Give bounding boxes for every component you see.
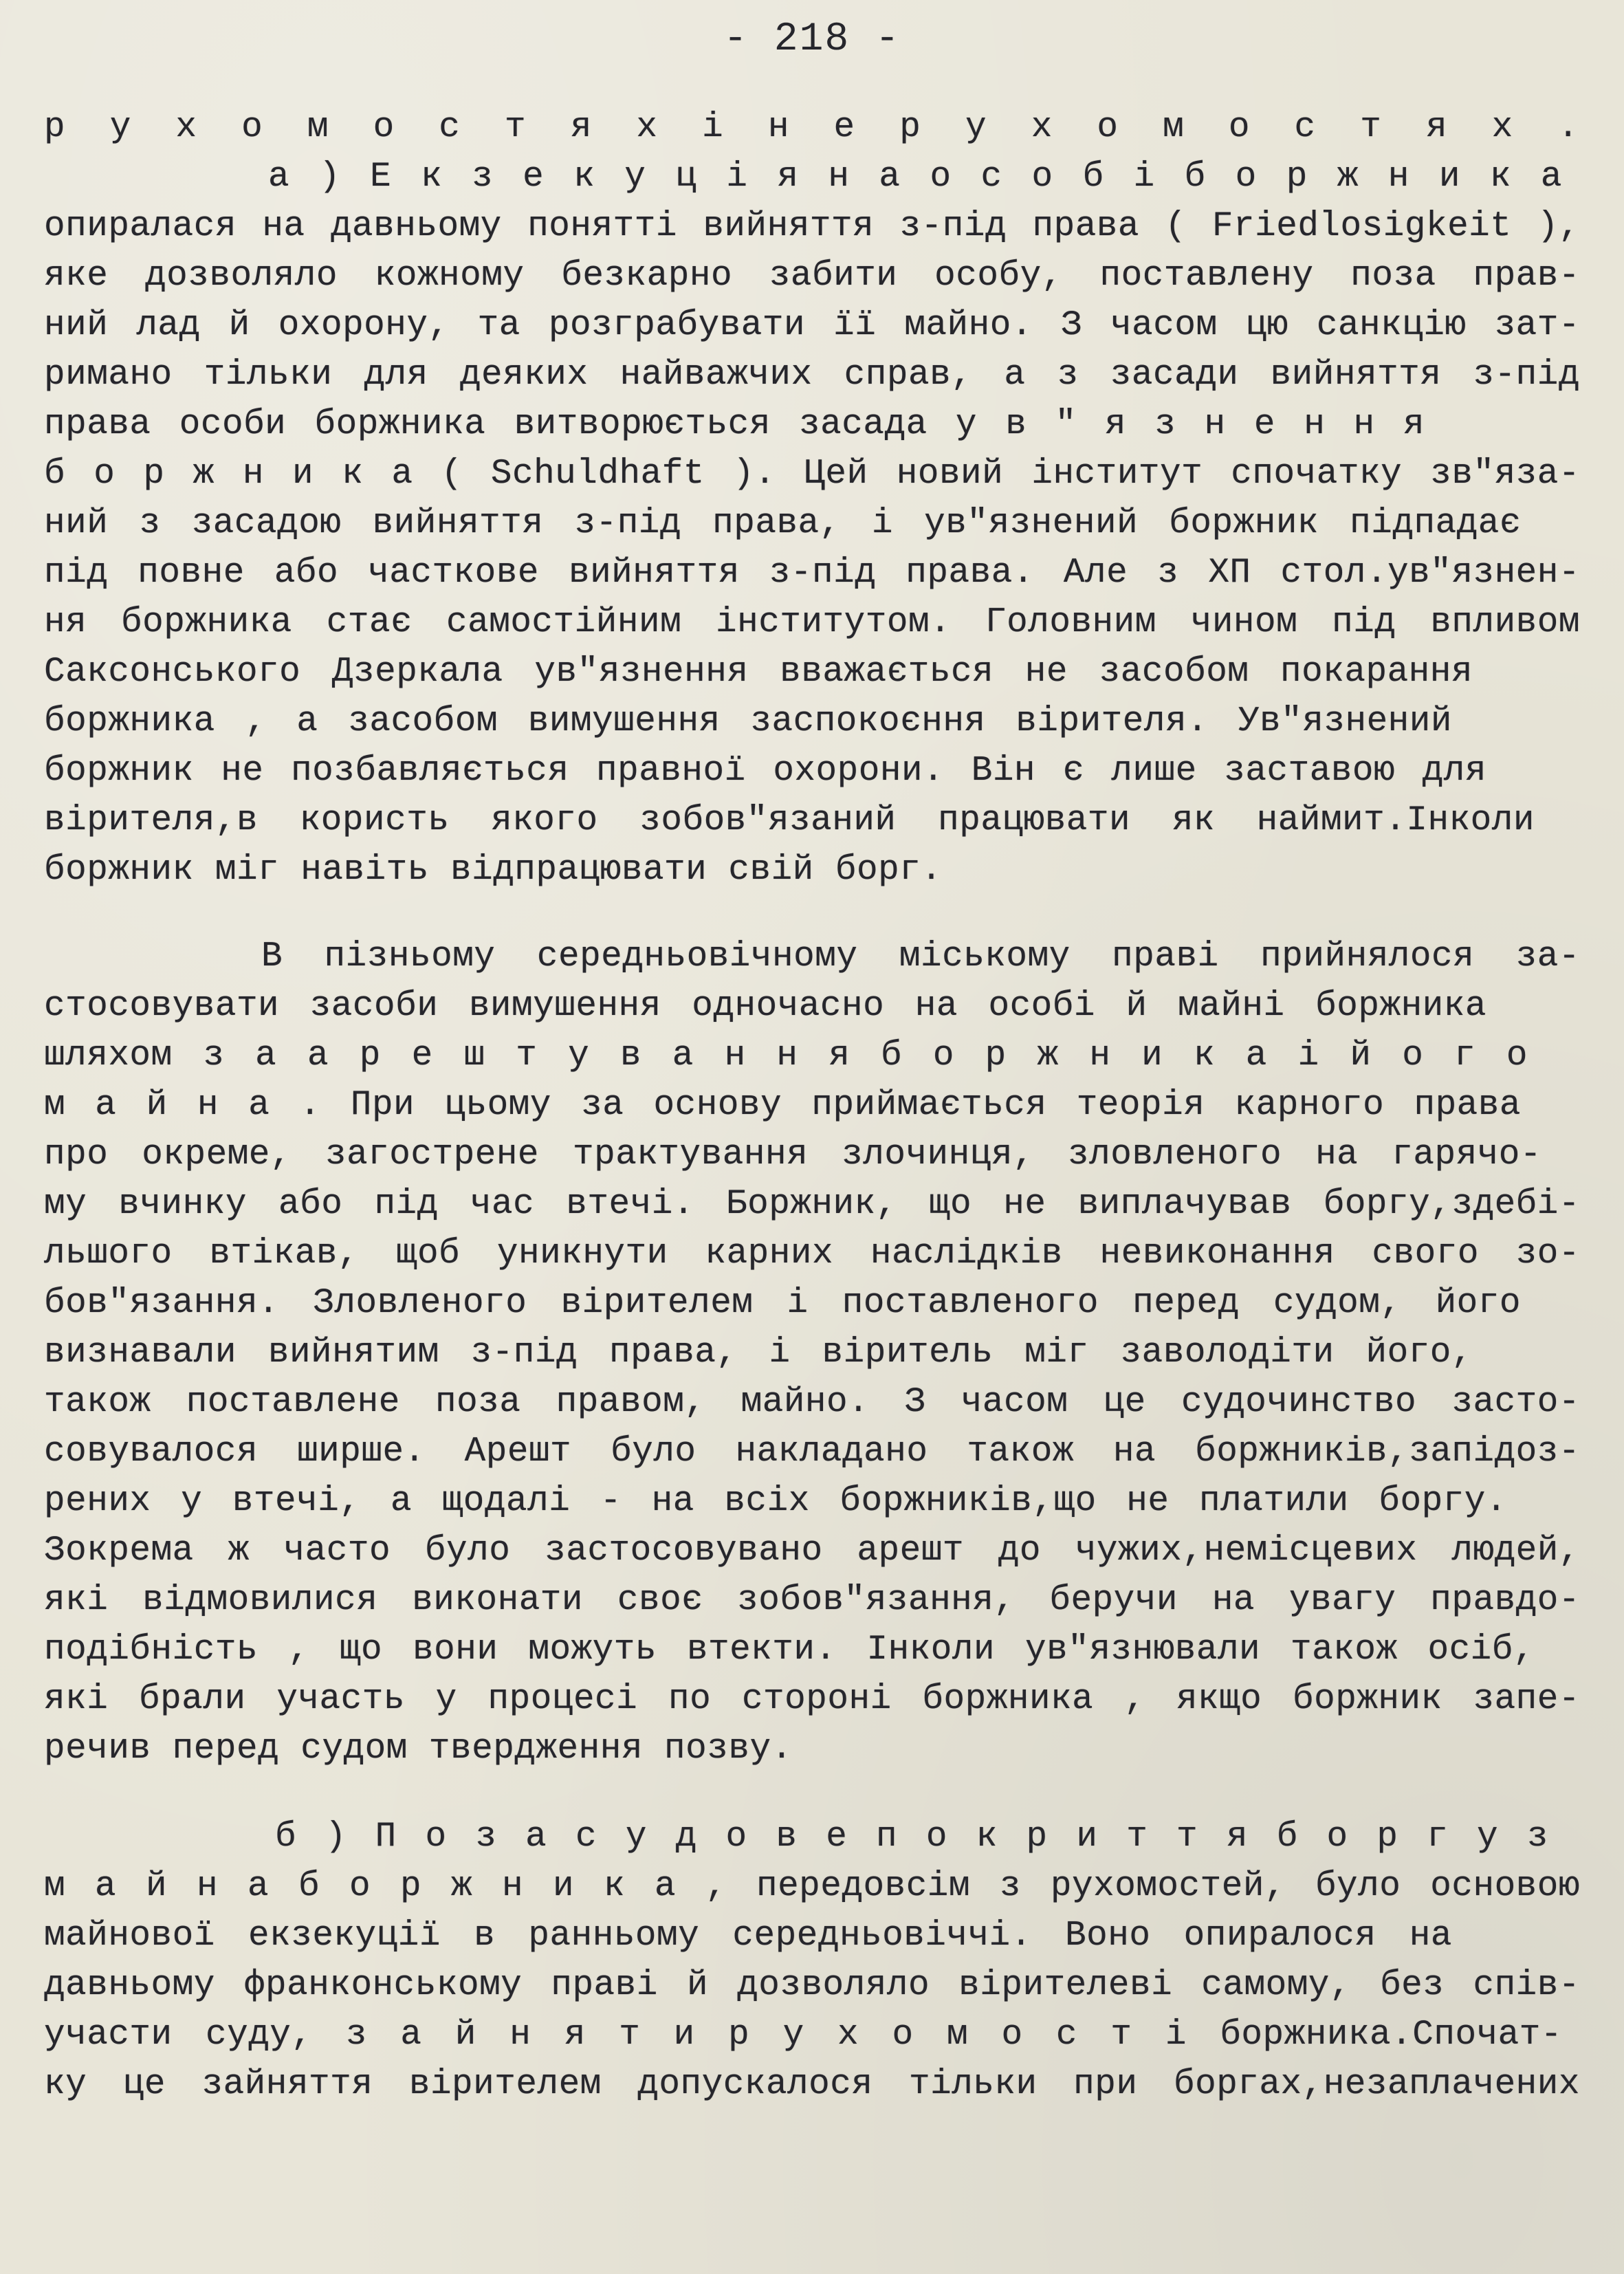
text-line-5: ний лад й охорону, та розграбувати її майно. З часом цю санкцію зат- bbox=[44, 306, 1580, 345]
text-line-24: бов"язання. Зловленого вірителем і поставленого перед судом, його bbox=[44, 1284, 1521, 1323]
text-line-35: м а й н а б о р ж н и к а , передовсім з рухомостей, було основою bbox=[44, 1867, 1580, 1906]
text-line-27: совувалося ширше. Арешт було накладано також на боржників,запідоз- bbox=[44, 1432, 1580, 1472]
text-line-12: Саксонського Дзеркала ув"язнення вважається не засобом покарання bbox=[44, 653, 1473, 692]
text-line-20: м а й н а . При цьому за основу приймається теорія карного права bbox=[44, 1086, 1521, 1125]
text-line-4: яке дозволяло кожному безкарно забити особу, поставлену поза прав- bbox=[44, 256, 1580, 296]
text-line-28: рених у втечі, а щодалі - на всіх боржників,що не платили боргу. bbox=[44, 1482, 1507, 1521]
text-line-16: боржник міг навіть відпрацювати свій борг. bbox=[44, 851, 943, 890]
text-line-1: р у х о м о с т я х і н е р у х о м о с т я х . bbox=[44, 108, 1580, 147]
text-line-15: вірителя,в користь якого зобов"язаний працювати як наймит.Інколи bbox=[44, 801, 1535, 840]
text-line-3: опиралася на давньому понятті вийняття з-під права ( Friedlosigkeit ), bbox=[44, 207, 1580, 246]
text-line-32: які брали участь у процесі по стороні боржника , якщо боржник запе- bbox=[44, 1680, 1580, 1719]
text-line-34: б ) П о з а с у д о в е п о к р и т т я б о р г у з bbox=[275, 1817, 1548, 1857]
text-line-8: б о р ж н и к а ( Schuldhaft ). Цей новий інститут спочатку зв"яза- bbox=[44, 455, 1580, 494]
text-line-38: участи суду, з а й н я т и р у х о м о с т і боржника.Спочат- bbox=[44, 2015, 1562, 2055]
text-line-29: Зокрема ж часто було застосовувано арешт до чужих,немісцевих людей, bbox=[44, 1531, 1580, 1571]
text-line-31: подібність , що вони можуть втекти. Інколи ув"язнювали також осіб, bbox=[44, 1630, 1535, 1670]
text-line-17: В пізньому середньовічному міському праві прийнялося за- bbox=[261, 937, 1580, 976]
text-line-36: майнової екзекуції в ранньому середньовіччі. Воно опиралося на bbox=[44, 1916, 1452, 1956]
text-line-10: під повне або часткове вийняття з-під права. Але з ХП стол.ув"язнен- bbox=[44, 554, 1580, 593]
text-line-26: також поставлене поза правом, майно. З часом це судочинство засто- bbox=[44, 1383, 1580, 1422]
text-line-2: а ) Е к з е к у ц і я н а о с о б і б о р ж н и к а bbox=[268, 157, 1562, 197]
page-number: - 218 - bbox=[723, 17, 901, 62]
text-line-13: боржника , а засобом вимушення заспокоєння вірителя. Ув"язнений bbox=[44, 702, 1452, 741]
text-line-25: визнавали вийнятим з-під права, і віритель міг заволодіти його, bbox=[44, 1333, 1473, 1373]
text-line-7: права особи боржника витворюється засада у в " я з н е н н я bbox=[44, 405, 1425, 444]
text-line-39: ку це зайняття вірителем допускалося тільки при боргах,незаплачених bbox=[44, 2065, 1580, 2104]
text-line-30: які відмовилися виконати своє зобов"язання, беручи на увагу правдо- bbox=[44, 1581, 1580, 1620]
text-line-14: боржник не позбавляється правної охорони. Він є лише заставою для bbox=[44, 752, 1486, 791]
text-line-9: ний з засадою вийняття з-під права, і ув"язнений боржник підпадає bbox=[44, 504, 1521, 543]
text-line-23: льшого втікав, щоб уникнути карних наслідків невиконання свого зо- bbox=[44, 1234, 1580, 1273]
text-line-33: речив перед судом твердження позву. bbox=[44, 1729, 793, 1769]
text-line-21: про окреме, загострене трактування злочинця, зловленого на гарячо- bbox=[44, 1135, 1541, 1174]
text-line-6: римано тільки для деяких найважчих справ, а з засади вийняття з-під bbox=[44, 356, 1580, 395]
text-line-22: му вчинку або під час втечі. Боржник, що не виплачував боргу,здебі- bbox=[44, 1185, 1580, 1224]
text-line-19: шляхом з а а р е ш т у в а н н я б о р ж н и к а і й о г о bbox=[44, 1036, 1528, 1075]
text-line-18: стосовувати засоби вимушення одночасно на особі й майні боржника bbox=[44, 987, 1486, 1026]
text-line-11: ня боржника стає самостійним інститутом. Головним чином під впливом bbox=[44, 603, 1580, 642]
text-line-37: давньому франконському праві й дозволяло вірителеві самому, без спів- bbox=[44, 1966, 1580, 2005]
